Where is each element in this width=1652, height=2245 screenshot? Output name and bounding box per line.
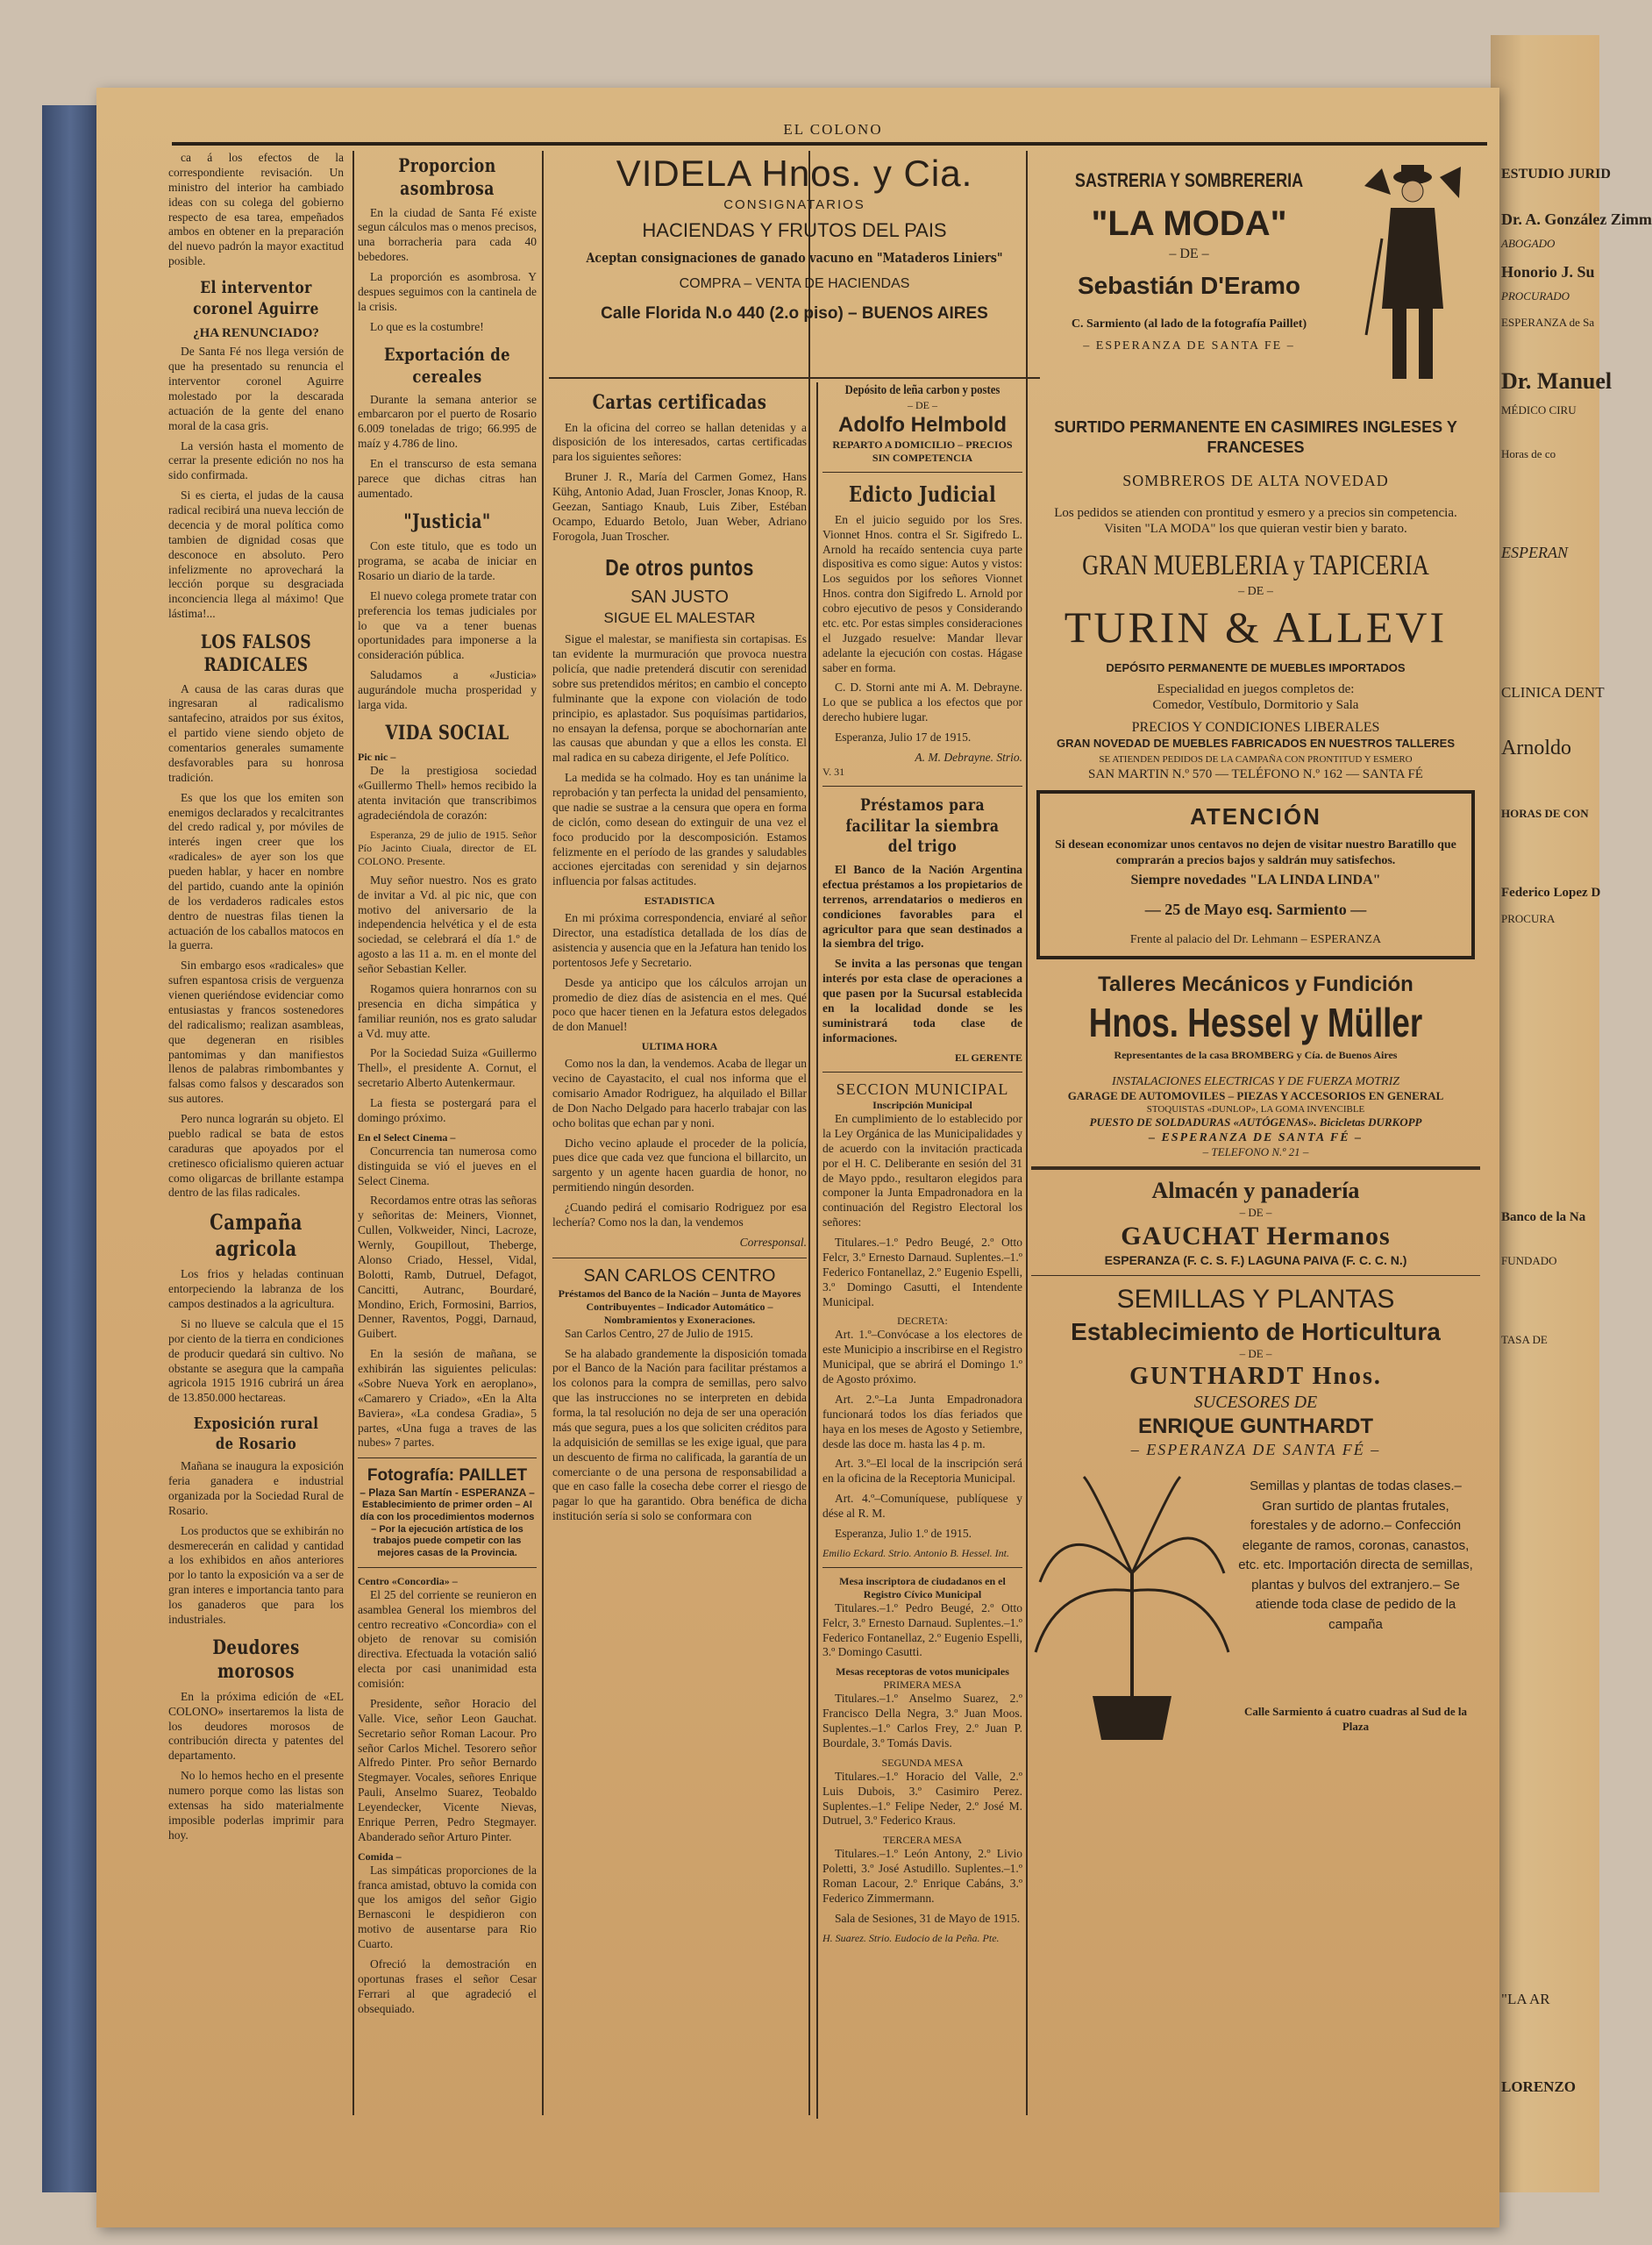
ad-gauchat-de: – DE – — [1239, 1205, 1272, 1219]
divider — [1031, 1166, 1480, 1170]
article-text: Titulares.–1.º Pedro Beugé, 2.º Otto Felcr, 3.º Ernesto Darnaud. Suplentes.–1.º Federico Fontanellaz, 2.º Eugenio Espelli, 3.º Domingo Casutti, el Intendente Municipal. — [822, 1236, 1022, 1308]
ad-gunthardt-line7: – ESPERANZA DE SANTA FÉ – — [1130, 1440, 1381, 1458]
headline-exposicion-rural: Exposición rural de Rosario — [193, 1415, 319, 1453]
ad-turin-title: TURIN & ALLEVI — [1064, 602, 1448, 652]
article-text: Ofreció la demostración en oportunas frases el señor Cesar Ferrari al que agradeció el obsequiado. — [358, 1956, 537, 2015]
ad-turin-de: – DE – — [1238, 585, 1273, 599]
right-page-text: PROCURA — [1501, 912, 1556, 925]
ad-gunthardt-address: Calle Sarmiento á cuatro cuadras al Sud de la Plaza — [1244, 1705, 1467, 1733]
ad-turin-line9: SE ATIENDEN PEDIDOS DE LA CAMPAÑA CON PRONTITUD Y ESMERO — [1099, 754, 1413, 766]
ad-turin-line8: GRAN NOVEDAD DE MUEBLES FABRICADOS EN NUESTROS TALLERES — [1056, 737, 1456, 750]
headline-san-carlos: SAN CARLOS CENTRO — [583, 1265, 776, 1286]
ad-atencion-text: Si desean economizar unos centavos no dejen de visitar nuestro Baratillo que comprarán a precios bajos y saldrán muy satisfechos. — [1055, 838, 1456, 867]
article-text: Lo que es la costumbre! — [370, 319, 484, 333]
right-page-text: LORENZO — [1501, 2078, 1577, 2095]
ad-videla-line1: HACIENDAS Y FRUTOS DEL PAIS — [642, 219, 947, 242]
ad-turin-line5: Especialidad en juegos completos de: — [1157, 681, 1355, 696]
ad-gauchat-line1: Almacén y panadería — [1151, 1178, 1360, 1204]
article-text: En la próxima edición de «EL COLONO» insertaremos la lista de los deudores morosos de contribución directa y patentes del departamento. — [168, 1689, 344, 1763]
right-page-text: HORAS DE CON — [1501, 807, 1589, 820]
article-text: La versión hasta el momento de cerrar la presente edición no nos ha sido confirmada. — [168, 438, 344, 482]
right-page-text: ESTUDIO JURID — [1501, 167, 1611, 182]
palm-plant-illustration-icon — [1031, 1477, 1233, 1749]
headline-campana-agricola: Campaña agricola — [210, 1209, 303, 1262]
ad-moda-city: – ESPERANZA DE SANTA FE – — [1083, 339, 1295, 353]
article-text: Muy señor nuestro. Nos es grato de invitar a Vd. al pic nic, que con motivo del aniversario de la independencia helvética y el de esta sociedad, se celebrará el día 1.º de agosto a las 11 a. m. en el monte del señor Sebastian Keller. — [358, 873, 537, 975]
ad-gunthardt-line5: SUCESORES DE — [1193, 1392, 1318, 1412]
article-text: No lo hemos hecho en el presente numero porque como las listas son extensas ha sido materialmente imposible poderlas imprimir para hoy. — [168, 1769, 344, 1842]
article-text: Dicho vecino aplaude el proceder de la policía, pues dice que cada vez que funciona el billarcito, un sargento y un agente hacen guardia de honor, no permitiendo ningún desorden. — [552, 1136, 807, 1194]
article-text: Art. 3.º–El local de la inscripción será en la oficina de la Receptoria Municipal. — [822, 1457, 1022, 1486]
column-1 — [168, 151, 344, 2133]
article-text: Por la Sociedad Suiza «Guillermo Thell», el presidente A. Cornut, el secretario Alberto Autenkermaur. — [358, 1046, 537, 1090]
videla-ad — [549, 151, 1040, 379]
ad-hessel-line8: – ESPERANZA DE SANTA FÉ – — [1148, 1130, 1364, 1144]
divider — [1031, 1275, 1480, 1276]
article-text: Recordamos entre otras las señoras y señoritas de: Meiners, Vionnet, Cullen, Volkweider, Ninci, Lacroze, Wernly, Goupillout, Theberge, Alonso Criado, Hessel, Vidal, Bolotti, Ramb, Dutruel, Defagot, Cancitti, Autranc, Bourdaré, Mondino, Erich, Formosini, Barrios, Denner, Raventos, Poggi, Darnaud, Guibert. — [358, 1194, 537, 1341]
divider — [358, 1567, 537, 1568]
right-page-text: Banco de la Na — [1501, 1210, 1586, 1224]
section-label: TERCERA MESA — [882, 1834, 963, 1847]
ad-moda-line10: Visiten "LA MODA" los que quieran vestir bien y barato. — [1104, 522, 1407, 537]
article-text: De la prestigiosa sociedad «Guillermo Thell» hemos recibido la atenta invitación que transcribimos agradeciéndola de corazón: — [358, 764, 537, 822]
ad-paillet-title: Fotografía: PAILLET — [367, 1466, 528, 1486]
headline-otros-puntos: De otros puntos — [605, 553, 754, 581]
ad-moda-de: – DE – — [1169, 246, 1209, 261]
right-page-text: ESPERAN — [1501, 544, 1568, 561]
header-rule — [172, 142, 1487, 146]
divider — [822, 1072, 1022, 1073]
article-text: El Banco de la Nación Argentina efectua préstamos a los propietarios de terrenos, arrendatarios o medieros en condiciones favorables para el agricultor para que sean destinados a la siembra del trigo. — [822, 863, 1022, 951]
column-rule — [816, 382, 818, 2119]
article-text: Durante la semana anterior se embarcaron por el puerto de Rosario 6.009 toneladas de trigo; 66.995 de maíz y 4.786 de lino. — [358, 392, 537, 451]
ad-hessel-line7: PUESTO DE SOLDADURAS «AUTÓGENAS». Bicicletas DURKOPP — [1089, 1115, 1422, 1130]
ad-videla-line4: Calle Florida N.o 440 (2.o piso) – BUENOS AIRES — [601, 303, 988, 323]
right-page-text: PROCURADO — [1501, 289, 1570, 303]
divider — [549, 377, 1040, 379]
notice-code: V. 31 — [822, 765, 845, 778]
right-page-text: ESPERANZA de Sa — [1501, 316, 1595, 329]
article-text: Se invita a las personas que tengan interés por esta clase de operaciones a que pasen por la Sucursal establecida en la localidad donde se les suministrará toda clase de informaciones. — [822, 957, 1022, 1044]
section-label: Mesas receptoras de votos municipales — [836, 1665, 1009, 1678]
ad-gunthardt-line2: Establecimiento de Horticultura — [1071, 1317, 1441, 1345]
ad-hessel-line1: Talleres Mecánicos y Fundición — [1098, 973, 1413, 997]
gentleman-illustration-icon — [1356, 160, 1470, 396]
ad-helmbold-de: – DE – — [908, 398, 937, 411]
column-rule — [1026, 151, 1028, 2115]
divider — [358, 1457, 537, 1458]
ad-moda-address: C. Sarmiento (al lado de la fotografía Paillet) — [1071, 317, 1307, 331]
article-text: Concurrencia tan numerosa como distinguida se vió el jueves en el Select Cinema. — [358, 1144, 537, 1187]
ad-helmbold-title: Depósito de leña carbon y postes — [844, 383, 1000, 397]
ad-atencion-location: Frente al palacio del Dr. Lehmann – ESPERANZA — [1129, 932, 1382, 946]
right-page-text: "LA AR — [1501, 1991, 1550, 2007]
section-label: Pic nic – — [358, 751, 396, 764]
right-page-text: CLINICA DENT — [1501, 684, 1605, 701]
ad-moda-line7: SURTIDO PERMANENTE EN CASIMIRES INGLESES Y FRANCESES — [1054, 418, 1457, 456]
headline-vida-social: VIDA SOCIAL — [385, 721, 509, 745]
headline-deudores-morosos: Deudores morosos — [212, 1636, 300, 1684]
column-rule — [808, 151, 810, 2115]
headline-cartas: Cartas certificadas — [592, 391, 767, 414]
section-label: Centro «Concordia» – — [358, 1574, 458, 1587]
article-text: Si es cierta, el judas de la causa radical recibirá una nueva lección de decencia y de moral política como tambien de dignidad cosas que desconoce en absoluto. Pero infelizmente no aprovechará la lección porque su desgraciada inconciencia llega al máximo! Que lástima!... — [168, 488, 344, 621]
ad-hessel-line5: GARAGE DE AUTOMOVILES – PIEZAS Y ACCESORIOS EN GENERAL — [1067, 1089, 1444, 1103]
article-text: Art. 1.º–Convócase a los electores de este Municipio a inscribirse en el Registro Municipal, que se abrirá el Domingo 1.º de Agosto próximo. — [822, 1328, 1022, 1386]
ad-paillet-text: Establecimiento de primer orden – Al día con los procedimientos modernos – Por la ejecución artística de los trabajos puede competir con las mejores casas de la Provincia. — [360, 1500, 535, 1558]
column-4 — [822, 382, 1022, 2127]
ad-paillet-sub: – Plaza San Martín - ESPERANZA – — [360, 1486, 535, 1499]
headline-proporcion: Proporcion asombrosa — [398, 154, 496, 200]
divider — [822, 472, 1022, 473]
article-text: Esperanza, 29 de julio de 1915. Señor Pío Jacinto Ciuala, director de EL COLONO. Presente. — [358, 828, 537, 867]
article-text: A causa de las caras duras que ingresaran al radicalismo santafecino, atraidos por sus éxitos, el partido viene siendo objeto de comentarios generales sumamente desfavorables para su honrosa tradición. — [168, 681, 344, 784]
article-text: En el transcurso de esta semana parece que dichas citras han aumentado. — [358, 457, 537, 500]
article-text: Se ha alabado grandemente la disposición tomada por el Banco de la Nación para facilitar préstamos a los colonos para la compra de semillas, pero salvo que las instrucciones no se interpreten en debida forma, la tal resolución no deja de ser una operación más que segura, pues a los que soliciten créditos para la adquisición de semillas se les exige igual, que para un descuento de firma no calificada, la garantía de un comerciante o de una persona de responsabilidad a que en caso falle la cosecha debe correr el riesgo de pagar lo que ha garantido. Obra benéfica de dicha institución sería si solo se conformara con — [552, 1346, 807, 1523]
article-text: Los productos que se exhibirán no desmerecerán en calidad y cantidad a los exhibidos en años anteriores por lo tanto la exposición va a ser de gran interes e importancia tanto para los ganaderos que para los industriales. — [168, 1523, 344, 1626]
article-text: De Santa Fé nos llega versión de que ha presentado su renuncia el interventor coronel Aguirre molestado por la descarada actuación de la gente del enano moral de la casa gris. — [168, 345, 344, 432]
article-text: Bruner J. R., María del Carmen Gomez, Hans Kühg, Antonio Adad, Juan Froscler, Jonas Knoop, R. Geezan, Santiago Knaub, Luis Ziber, Estéban Ocampo, Eduardo Betolo, Juan Weber, Adriano Forogola, Juan Troscher. — [552, 470, 807, 543]
headline-aguirre: El interventor coronel Aguirre — [193, 278, 319, 318]
section-label: ESTADISTICA — [644, 894, 716, 908]
article-text: Pero nunca lograrán su objeto. El pueblo radical se bata de estos caraduras que apoyados por el cretinesco oficialismo quieren actuar como oligarcas de brillante estampa dentro de las filas radicales. — [168, 1112, 344, 1200]
ad-turin-line6: Comedor, Vestíbulo, Dormitorio y Sala — [1152, 698, 1359, 713]
ad-hessel-line6: STOQUISTAS «DUNLOP», LA GOMA INVENCIBLE — [1146, 1103, 1365, 1115]
right-page-text: Dr. Manuel — [1501, 368, 1613, 394]
right-page-text: MÉDICO CIRU — [1501, 403, 1577, 417]
right-page-text: Horas de co — [1501, 447, 1556, 460]
headline-prestamos: Préstamos para facilitar la siembra del trigo — [845, 795, 1000, 857]
article-text: ca á los efectos de la correspondiente revisación. Un ministro del interior ha cambiado ideas con su colega del gobierno respecto de esa tarea, empeñados ambos en obtener en la preparación del nuevo padrón la mayor exactitud posible. — [168, 151, 344, 268]
article-text: En la oficina del correo se hallan detenidas y a disposición de los interesados, cartas certificadas para los siguientes señores: — [552, 420, 807, 464]
article-text: Mañana se inaugura la exposición feria ganadera e industrial organizada por la Sociedad Rural de Rosario. — [168, 1459, 344, 1517]
article-text: Titulares.–1.º Pedro Beugé, 2.º Otto Felcr, 3.º Ernesto Darnaud. Suplentes.–1.º Federico Fontanellaz, 2.º Eugenio Espelli, 3.º Domingo Casutti. — [822, 1600, 1022, 1659]
article-text: Rogamos quiera honrarnos con su presencia en dicha simpática y familiar reunión, nos es grato saludar a Vd. muy atte. — [358, 981, 537, 1040]
column-rule — [352, 151, 354, 2115]
article-text: Presidente, señor Horacio del Valle. Vice, señor Leon Gauchat. Secretario señor Roman Lacour. Pro señor Carlos Michel. Tesorero señor Alfredo Pinter. Pro señor Bernardo Stegmayer. Vocales, señores Enrique Pauli, Anselmo Suarez, Teobaldo Leyendecker, Vicente Nievas, Enrique Perren, Pedro Stegmayer. Abanderado señor Arturo Pinter. — [358, 1696, 537, 1843]
divider — [822, 1567, 1022, 1568]
right-page-text: Honorio J. Su — [1501, 263, 1595, 281]
section-label: Comida – — [358, 1849, 402, 1863]
article-text: En el juicio seguido por los Sres. Vionnet Hnos. contra el Sr. Sigifredo L. Arnold ha recaído sentencia cuya parte dispositiva es como sigue: Autos y vistos: Los seguidos por los señores Vionnet Hnos. contra don Sigifredo L. Arnold por cobro ejecutivo de pesos y Considerando etc. etc. Por estas simples consideraciones el Juzgado resuelve: Mandar llevar adelante la ejecución con costas. Hágase saber en forma. — [822, 512, 1022, 674]
article-text: Si no llueve se calcula que el 15 por ciento de la tierra en condiciones de producir quedará sin cultivo. No obstante se asegura que la campaña agricola 1915 1916 cubrirá un área de 13.850.000 hectareas. — [168, 1316, 344, 1405]
ad-hessel-line4: INSTALACIONES ELECTRICAS Y DE FUERZA MOTRIZ — [1111, 1074, 1400, 1088]
section-label: En el Select Cinema – — [358, 1130, 456, 1144]
article-text: El 25 del corriente se reunieron en asamblea General los miembros del centro recreativo «Concordia» con el objeto de renovar su comisión directiva. Efectuada la votación salió electa por casi unanimidad esta comisión: — [358, 1587, 537, 1690]
section-label: DECRETA: — [897, 1315, 948, 1328]
ad-moda-line1: SASTRERIA Y SOMBRERERIA — [1074, 169, 1304, 191]
article-text: Titulares.–1.º León Antony, 2.º Livio Poletti, 3.º José Astudillo. Suplentes.–1.º Roman Lacour, 2.º Enrique Cabáns, 3.º Federico Zimmermann. — [822, 1847, 1022, 1905]
headline-falsos-radicales: LOS FALSOS RADICALES — [200, 631, 312, 676]
article-text: Art. 4.º–Comuníquese, publíquese y dése al R. M. — [822, 1492, 1022, 1520]
ad-gunthardt-title: GUNTHARDT Hnos. — [1129, 1362, 1382, 1390]
article-text: El nuevo colega promete tratar con preferencia los temas judiciales por lo que va a tener buenas oportunidades para imponerse a la consideración pública. — [358, 588, 537, 662]
ad-gunthardt-text: Semillas y plantas de todas clases.– Gran surtido de plantas frutales, forestales y de adorno.– Confección elegante de ramos, coronas, canastos, etc. etc. Importación directa de semillas, plantas y bulvos del extranjero.– Se atiende toda clase de pedido de la campaña — [1238, 1479, 1473, 1632]
ad-gunthardt-body — [1031, 1468, 1480, 1757]
headline-justicia: "Justicia" — [403, 510, 491, 533]
ad-helmbold-name: Adolfo Helmbold — [838, 412, 1007, 437]
article-text: ¿Cuando pedirá el comisario Rodriguez por esa lechería? Como nos la dan, la vendemos — [552, 1201, 807, 1229]
signature: H. Suarez. Strio. Eudocio de la Peña. Pte. — [822, 1931, 1000, 1944]
article-text: Es que los que los emiten son enemigos declarados y recalcitrantes del credo radical y, por móviles de interés ingen creer que los «radicales» de ayer son los que pueden hablar, y hacer en nombre del partido, cuando ante la opinión de los verdaderos radicales estos dentro de nuestras filas tienen la actuación de los caballos matocos en la guerra. — [168, 790, 344, 952]
ad-hessel-title: Hnos. Hessel y Müller — [1088, 1000, 1423, 1046]
ad-gunthardt-de: – DE – — [1239, 1346, 1272, 1360]
ad-gauchat-line4: ESPERANZA (F. C. S. F.) LAGUNA PAIVA (F. C. C. N.) — [1104, 1252, 1407, 1267]
article-text: Esperanza, Julio 17 de 1915. — [835, 731, 972, 744]
subheadline: ¿HA RENUNCIADO? — [193, 325, 319, 340]
right-page-text: Arnoldo — [1501, 737, 1571, 759]
right-page-text: Dr. A. González Zimm — [1501, 210, 1652, 228]
ad-hessel-line9: – TELEFONO N.º 21 – — [1202, 1145, 1309, 1158]
section-label: Inscripción Municipal — [872, 1099, 972, 1111]
ad-moda-line9: Los pedidos se atienden con prontitud y esmero y a precios sin competencia. — [1054, 505, 1457, 520]
article-text: La fiesta se postergará para el domingo próximo. — [358, 1096, 537, 1124]
article-text: Sigue el malestar, se manifiesta sin cortapisas. Es tan evidente la murmuración que provoca nuestra policía, que nadie pretenderá discutir con serenidad sobre sus pretendidos méritos; en cambio el concepto fulminante que la expone con violación de todo principio, es aplastador. Sus poquísimas partidarios, no ensayan la defensa, porque se abochornarían ante las causas que abundan y que a ellos les consta. El mal radica en su cabeza dirigente, el Jefe Político. — [552, 632, 807, 765]
ad-la-moda — [1031, 151, 1480, 396]
right-page-text: TASA DE — [1501, 1333, 1548, 1346]
signature: EL GERENTE — [954, 1051, 1022, 1064]
headline-edicto: Edicto Judicial — [849, 481, 996, 507]
article-text: Como nos la dan, la vendemos. Acaba de llegar un vecino de Cayastacito, el cual nos informa que el comisario Amador Rodriguez, ha alquilado el Billar de Don Nacho Delgado para hacerlo trabajar con las ocho bolitas que echan par y noni. — [552, 1057, 807, 1130]
article-text: En mi próxima correspondencia, enviaré al señor Director, una estadística detallada de los días de asistencia y ausencia que en la Jefatura han tenido los portentosos Jefe y Secretario. — [552, 911, 807, 969]
section-label: Mesa inscriptora de ciudadanos en el Registro Cívico Municipal — [839, 1574, 1006, 1600]
ad-turin-line4: DEPÓSITO PERMANENTE DE MUEBLES IMPORTADOS — [1106, 661, 1406, 675]
article-text: Esperanza, Julio 1.º de 1915. — [835, 1526, 972, 1540]
ad-atencion-address: — 25 de Mayo esq. Sarmiento — — [1144, 901, 1367, 919]
ad-helmbold-sub: REPARTO A DOMICILIO – PRECIOS SIN COMPETENCIA — [832, 438, 1013, 464]
right-page-text: Federico Lopez D — [1501, 886, 1601, 900]
ad-gunthardt-line6: ENRIQUE GUNTHARDT — [1138, 1414, 1373, 1438]
article-text: Con este titulo, que es todo un programa, se acaba de iniciar en Rosario un diario de la tarde. — [358, 539, 537, 582]
headline-exportacion: Exportación de cereales — [384, 343, 510, 387]
ad-turin-line7: PRECIOS Y CONDICIONES LIBERALES — [1131, 720, 1380, 735]
article-text: En la ciudad de Santa Fé existe segun cálculos mas o menos precisos, una borracheria para cada 40 bebedores. — [358, 205, 537, 264]
signature: Emilio Eckard. Strio. Antonio B. Hessel. Int. — [822, 1546, 1009, 1559]
article-text: Sala de Sesiones, 31 de Mayo de 1915. — [835, 1911, 1021, 1925]
section-label: SEGUNDA MESA — [881, 1756, 964, 1769]
column-5-ads — [1031, 151, 1480, 2133]
article-text: Las simpáticas proporciones de la franca amistad, obtuvo la comida con que los amigos del señor Gigio Bernasconi le despidieron con motivo de ausentarse para Rio Cuarto. — [358, 1863, 537, 1950]
article-text: La medida se ha colmado. Hoy es tan unánime la reprobación y tan perfecta la unidad del pensamiento, que nadie se sustrae a la censura que opera en forma de ciclón, como desean do extinguir de una vez el foco producido por la descomposición. Estamos felizmente en el período de las grandes y saludables acciones ejercitadas con serenidad y sin dejarnos influencia por falsas actitudes. — [552, 771, 807, 888]
ad-moda-owner: Sebastián D'Eramo — [1077, 271, 1301, 299]
section-label: PRIMERA MESA — [883, 1678, 962, 1692]
subheadline: SIGUE EL MALESTAR — [603, 609, 756, 626]
ad-hessel-line3: Representantes de la casa BROMBERG y Cía. de Buenos Aires — [1114, 1048, 1398, 1061]
signature: A. M. Debrayne. Strio. — [915, 750, 1022, 764]
ad-atencion-brand: Siempre novedades "LA LINDA LINDA" — [1130, 873, 1381, 888]
article-text: En la sesión de mañana, se exhibirán las siguientes peliculas: «Sobre Nueva York en aeroplano», «Camarero y Criado», «En la Alta Baviera», «La condesa Gradia», 5 partes, «Una fuga a traves de las nubes» 7 partes. — [358, 1347, 537, 1450]
article-text: Desde ya anticipo que los cálculos arrojan un promedio de diez días de asistencia en el mes. Qué poco que hacer tienen en la Jefatura estos delegados de don Manuel! — [552, 975, 807, 1034]
ad-turin-line1: GRAN MUEBLERIA y TAPICERIA — [1082, 550, 1429, 581]
divider — [822, 786, 1022, 787]
right-page-text: FUNDADO — [1501, 1254, 1557, 1267]
ad-videla-line3: COMPRA – VENTA DE HACIENDAS — [679, 275, 910, 291]
section-label: Préstamos del Banco de la Nación – Junta de Mayores Contribuyentes – Indicador Automático – Nombramientos y Exoneraciones. — [558, 1286, 801, 1326]
article-text: Art. 2.º–La Junta Empadronadora funcionará todos los días feriados que haya en los meses de Agosto y Setiembre, desde las doce m. hasta las 4 p. m. — [822, 1392, 1022, 1450]
ad-videla-sub: CONSIGNATARIOS — [723, 196, 865, 212]
article-text: Titulares.–1.º Anselmo Suarez, 2.º Francisco Della Negra, 3.º Juan Moos. Suplentes.–1.º Carlos Frey, 2.º Juan P. Bourdale, 3.º Tomás Davis. — [822, 1692, 1022, 1750]
ad-moda-title: "LA MODA" — [1091, 203, 1287, 243]
column-2 — [358, 151, 537, 2133]
article-text: C. D. Storni ante mi A. M. Debrayne. Lo que se publica a los efectos que por derecho hubiere lugar. — [822, 681, 1022, 724]
article-text: Titulares.–1.º Horacio del Valle, 2.º Luis Dubois, 3.º Casimiro Perez. Suplentes.–1.º Felipe Neder, 2.º José M. Dutruel, 3.º Federico Kraus. — [822, 1769, 1022, 1828]
newspaper-header: EL COLONO — [783, 121, 883, 138]
ad-turin-line10: SAN MARTIN N.º 570 — TELÉFONO N.º 162 — SANTA FÉ — [1088, 767, 1423, 781]
article-text: Los frios y heladas continuan entorpeciendo la labranza de los campos destinados a la agricultura. — [168, 1267, 344, 1310]
ad-atencion-title: ATENCIÓN — [1190, 802, 1321, 830]
subheadline: SAN JUSTO — [630, 588, 729, 607]
article-text: Sin embargo esos «radicales» que sufren espantosa crisis de verguenza vienen queriéndose evidenciar como entusiastas y francos sostenedores del radicalismo; realizan asambleas, que degeneran en risibles pantomimas y dan manifiestos llenos de palabras rimbombantes y falsas como falsos y descarados son sus autores. — [168, 959, 344, 1106]
column-3 — [552, 382, 807, 2127]
article-text: La proporción es asombrosa. Y despues seguimos con la cantinela de la crisis. — [358, 270, 537, 313]
section-label: ULTIMA HORA — [641, 1040, 718, 1053]
ad-moda-line8: SOMBREROS DE ALTA NOVEDAD — [1122, 472, 1389, 489]
right-page-text: ABOGADO — [1501, 237, 1556, 250]
headline-seccion-municipal: SECCION MUNICIPAL — [836, 1080, 1009, 1098]
article-text: San Carlos Centro, 27 de Julio de 1915. — [565, 1326, 753, 1340]
ad-gunthardt-line1: SEMILLAS Y PLANTAS — [1116, 1285, 1395, 1314]
article-text: En cumplimiento de lo establecido por la Ley Orgánica de las Municipalidades y de acuerdo con la invitación practicada por el H. C. Deliberante en sesión del 31 de Mayo ppdo., resultaron elegidos para componer la Junta Empadronadora en la continuación del Registro Electoral los señores: — [822, 1112, 1022, 1229]
article-text: Saludamos a «Justicia» augurándole mucha prosperidad y larga vida. — [358, 668, 537, 711]
ad-videla-title: VIDELA Hnos. y Cia. — [616, 153, 973, 194]
signature: Corresponsal. — [739, 1235, 807, 1249]
ad-atencion-box — [1036, 790, 1475, 960]
ad-videla-line2: Aceptan consignaciones de ganado vacuno en "Mataderos Liniers" — [586, 249, 1003, 266]
ad-gauchat-title: GAUCHAT Hermanos — [1121, 1222, 1391, 1251]
column-rule — [542, 151, 544, 2115]
adjacent-page — [1491, 35, 1652, 2192]
